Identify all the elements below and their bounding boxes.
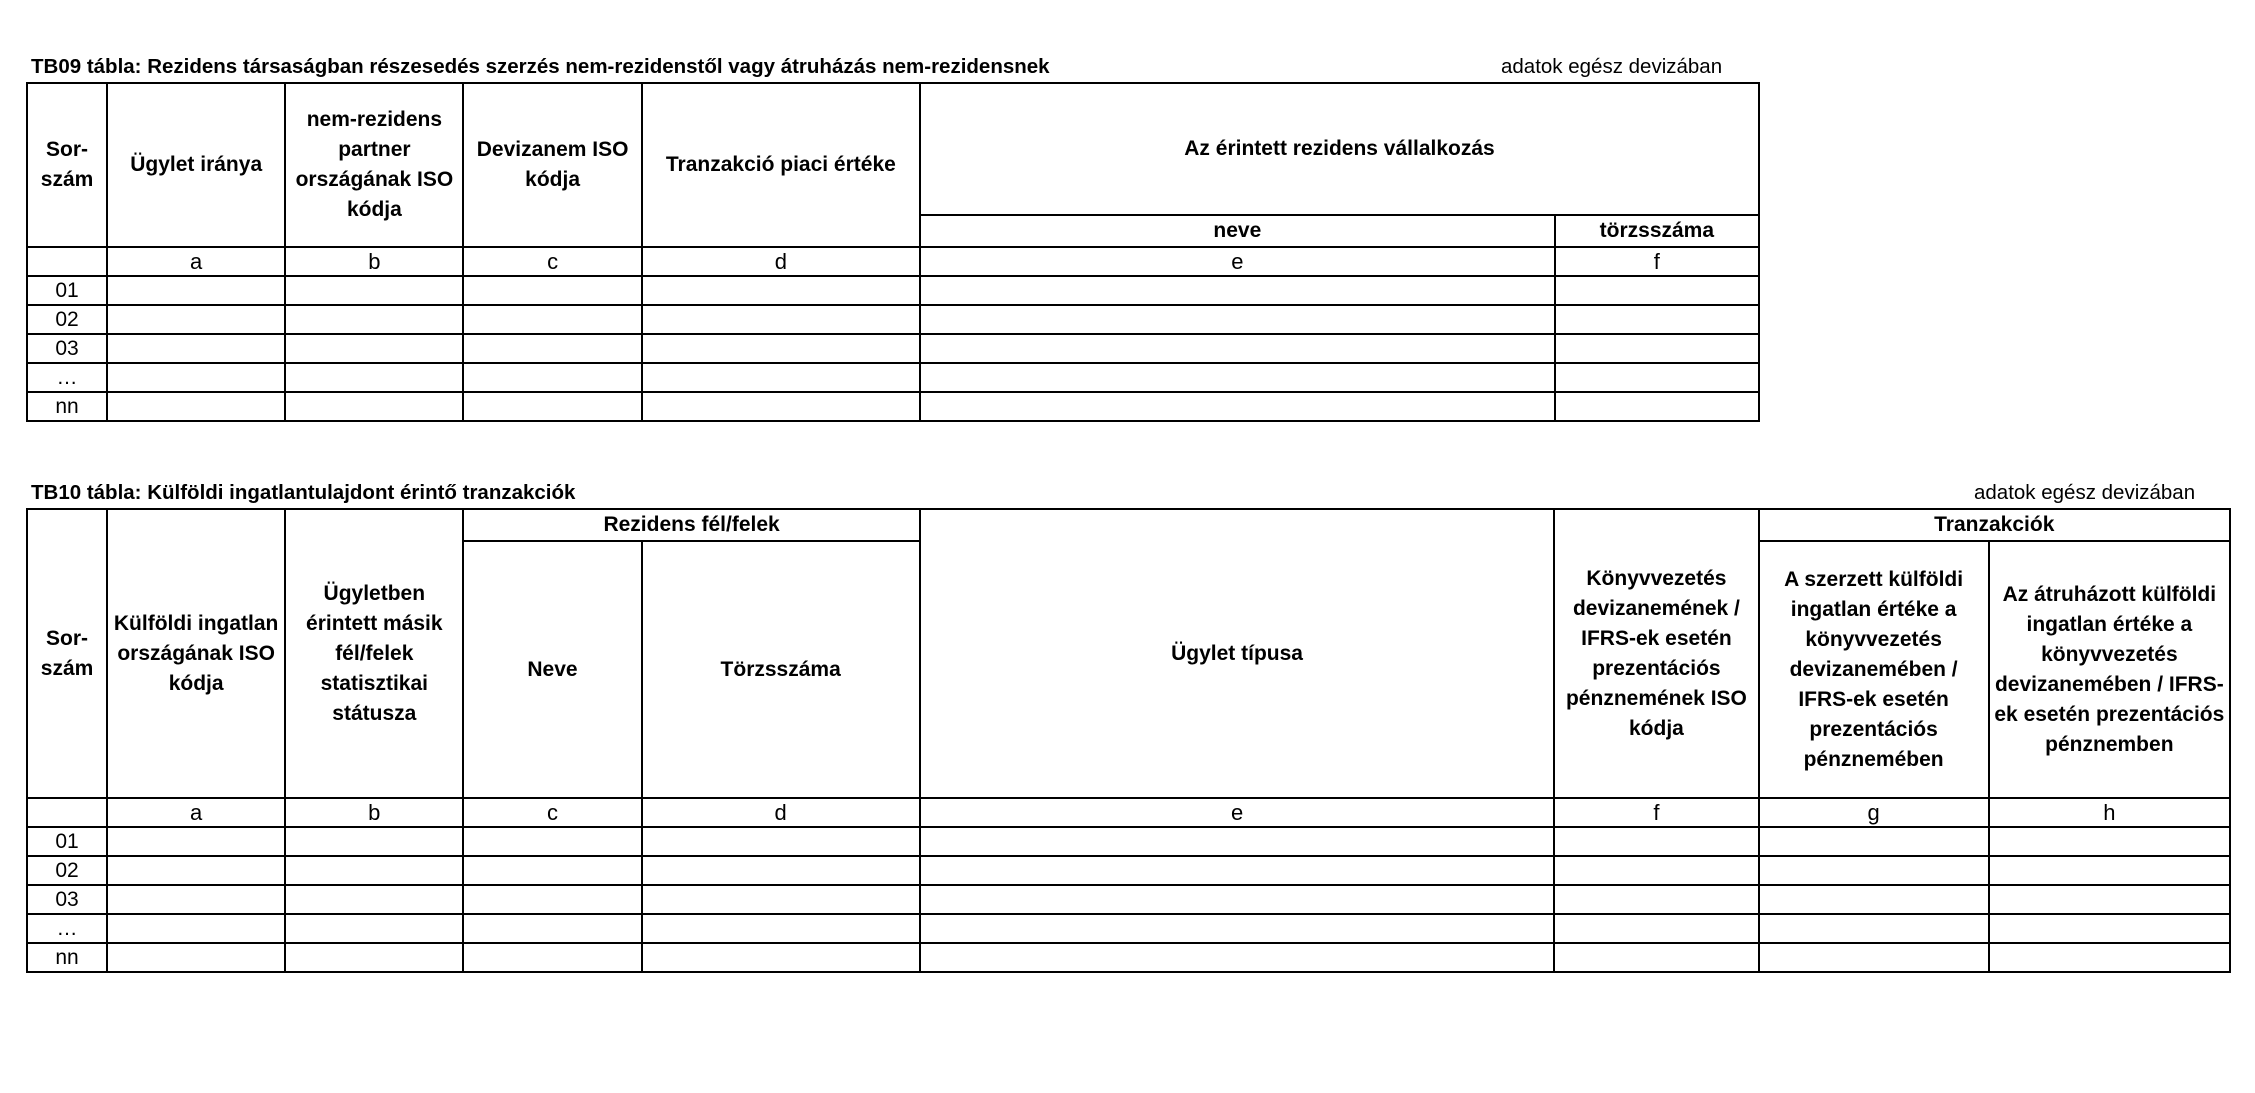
tb09-cell[interactable]: [642, 276, 920, 305]
tb10-cell[interactable]: [107, 827, 285, 856]
tb10-letter-h: h: [1989, 798, 2230, 827]
tb10-cell[interactable]: [285, 914, 463, 943]
tb10-cell[interactable]: [285, 943, 463, 972]
tb10-cell[interactable]: [1554, 827, 1758, 856]
tb09-header-tranzakcio-ertek: Tranzakció piaci értéke: [642, 83, 920, 247]
tb10-cell[interactable]: [1759, 827, 1989, 856]
tb10-header-ugylet-tipusa: Ügylet típusa: [920, 509, 1555, 798]
tb09-cell[interactable]: [107, 363, 285, 392]
tb10-cell[interactable]: [107, 885, 285, 914]
tb10-cell[interactable]: [642, 827, 920, 856]
tb10-cell[interactable]: [463, 914, 641, 943]
tb10-header-neve: Neve: [463, 541, 641, 798]
table-row: [27, 392, 1759, 421]
tb10-header-szerzett-ertek: A szerzett külföldi ingatlan értéke a könyvvezetés devizanemében / IFRS-ek esetén prezentációs pénznemében: [1759, 541, 1989, 798]
tb09-letter-a: a: [107, 247, 285, 276]
tb10-letter-c: c: [463, 798, 641, 827]
tb09-unit-note: adatok egész devizában: [1501, 55, 1723, 78]
tb10-letter-row: [27, 798, 2230, 827]
tb09-cell[interactable]: [920, 276, 1555, 305]
tb09-cell[interactable]: [463, 276, 641, 305]
tb09-cell[interactable]: [285, 363, 463, 392]
table-row: [27, 943, 2230, 972]
tb10-header-torzsszama: Törzsszáma: [642, 541, 920, 798]
tb09-cell[interactable]: [642, 363, 920, 392]
tb09-cell[interactable]: [463, 334, 641, 363]
table-row: [27, 856, 2230, 885]
tb09-cell[interactable]: [1555, 305, 1759, 334]
tb09-header-neve: neve: [920, 215, 1555, 247]
tb10-letter-d: d: [642, 798, 920, 827]
tb09-letter-d: d: [642, 247, 920, 276]
tb09-cell[interactable]: [920, 392, 1555, 421]
tb10-cell[interactable]: [642, 914, 920, 943]
tb09-header-ugylet-iranya: Ügylet iránya: [107, 83, 285, 247]
tb10-row-number: …: [27, 914, 107, 943]
tb10-header-konyvvezetes-iso: Könyvvezetés devizanemének / IFRS-ek esetén prezentációs pénznemének ISO kódja: [1554, 509, 1758, 798]
tb09-letter-f: f: [1555, 247, 1759, 276]
tb10-cell[interactable]: [920, 885, 1555, 914]
tb09-cell[interactable]: [463, 363, 641, 392]
tb10-cell[interactable]: [1554, 856, 1758, 885]
tb10-cell[interactable]: [1554, 914, 1758, 943]
tb09-letter-e: e: [920, 247, 1555, 276]
tb09-row-number: 02: [27, 305, 107, 334]
tb09-cell[interactable]: [107, 305, 285, 334]
tb09-letter-c: c: [463, 247, 641, 276]
tb10-letter-a: a: [107, 798, 285, 827]
tb09-cell[interactable]: [920, 334, 1555, 363]
tb09-letter-row: [27, 247, 1759, 276]
table-row: [27, 276, 1759, 305]
tb10-cell[interactable]: [642, 885, 920, 914]
tb09-cell[interactable]: [285, 276, 463, 305]
tb10-letter-blank: [27, 798, 107, 827]
tb09-cell[interactable]: [920, 305, 1555, 334]
tb10-cell[interactable]: [1759, 885, 1989, 914]
tb09-header-devizanem-iso: Devizanem ISO kódja: [463, 83, 641, 247]
tb09-cell[interactable]: [1555, 363, 1759, 392]
tb10-cell[interactable]: [1554, 943, 1758, 972]
tb10-unit-note: adatok egész devizában: [1974, 481, 2196, 504]
tb10-cell[interactable]: [1554, 885, 1758, 914]
tb10-row-number: 03: [27, 885, 107, 914]
tb10-header-atruhazott-ertek: Az átruházott külföldi ingatlan értéke a könyvvezetés devizanemében / IFRS-ek esetén prezentációs pénznemben: [1989, 541, 2230, 798]
tb10-cell[interactable]: [1759, 943, 1989, 972]
tb09-letter-blank: [27, 247, 107, 276]
tb09-cell[interactable]: [285, 334, 463, 363]
tb10-title: TB10 tábla: Külföldi ingatlantulajdont érintő tranzakciók: [31, 481, 576, 504]
table-row: [27, 305, 1759, 334]
tb10-cell[interactable]: [463, 943, 641, 972]
tb10-row-number: nn: [27, 943, 107, 972]
table-row: [27, 363, 1759, 392]
tb09-cell[interactable]: [107, 392, 285, 421]
table-row: [27, 827, 2230, 856]
tb09-cell[interactable]: [285, 392, 463, 421]
tb09-header-partner-iso: nem-rezidens partner országának ISO kódja: [285, 83, 463, 247]
tb10-letter-g: g: [1759, 798, 1989, 827]
tb09-cell[interactable]: [285, 305, 463, 334]
tb09-cell[interactable]: [463, 392, 641, 421]
tb10-cell[interactable]: [1989, 943, 2230, 972]
tb10-cell[interactable]: [463, 827, 641, 856]
tb09-cell[interactable]: [642, 392, 920, 421]
tb09-cell[interactable]: [1555, 276, 1759, 305]
table-row: [27, 885, 2230, 914]
tb10-cell[interactable]: [1989, 885, 2230, 914]
tb09-cell[interactable]: [463, 305, 641, 334]
tb10-cell[interactable]: [1989, 827, 2230, 856]
tb10-header-tranzakciok: Tranzakciók: [1759, 509, 2230, 541]
tb10-cell[interactable]: [1989, 856, 2230, 885]
tb10-header-rezidens-felek: Rezidens fél/felek: [463, 509, 919, 541]
tb09-cell[interactable]: [642, 305, 920, 334]
tb10-table: [26, 508, 2231, 973]
tb10-row-number: 02: [27, 856, 107, 885]
tb09-cell[interactable]: [1555, 334, 1759, 363]
tb09-cell[interactable]: [107, 276, 285, 305]
tb10-cell[interactable]: [285, 856, 463, 885]
tb10-cell[interactable]: [642, 856, 920, 885]
tb10-cell[interactable]: [1989, 914, 2230, 943]
tb10-cell[interactable]: [285, 885, 463, 914]
tb09-title: TB09 tábla: Rezidens társaságban részesedés szerzés nem-rezidenstől vagy átruházás nem-rezidensnek: [31, 55, 1050, 78]
tb10-cell[interactable]: [463, 856, 641, 885]
tb10-letter-f: f: [1554, 798, 1758, 827]
tb09-header-erintett-vallalkozas: Az érintett rezidens vállalkozás: [920, 83, 1759, 215]
tb09-row-number: nn: [27, 392, 107, 421]
tb10-cell[interactable]: [920, 943, 1555, 972]
table-row: [27, 914, 2230, 943]
tb09-cell[interactable]: [920, 363, 1555, 392]
tb09-header-sorszam: Sor-szám: [27, 83, 107, 247]
tb10-cell[interactable]: [463, 885, 641, 914]
table-row: [27, 334, 1759, 363]
tb10-cell[interactable]: [107, 914, 285, 943]
tb10-header-masik-fel-statusz: Ügyletben érintett másik fél/felek statisztikai státusza: [285, 509, 463, 798]
tb10-cell[interactable]: [920, 914, 1555, 943]
tb10-cell[interactable]: [107, 856, 285, 885]
tb10-cell[interactable]: [1759, 914, 1989, 943]
tb09-cell[interactable]: [1555, 392, 1759, 421]
tb09-row-number: …: [27, 363, 107, 392]
tb09-cell[interactable]: [107, 334, 285, 363]
tb10-header-sorszam: Sor-szám: [27, 509, 107, 798]
tb10-cell[interactable]: [107, 943, 285, 972]
tb10-cell[interactable]: [642, 943, 920, 972]
tb10-cell[interactable]: [1759, 856, 1989, 885]
tb09-row-number: 01: [27, 276, 107, 305]
tb10-cell[interactable]: [920, 856, 1555, 885]
tb10-cell[interactable]: [920, 827, 1555, 856]
tb09-header-torzsszama: törzsszáma: [1555, 215, 1759, 247]
tb10-row-number: 01: [27, 827, 107, 856]
tb10-header-ingatlan-iso: Külföldi ingatlan országának ISO kódja: [107, 509, 285, 798]
tb10-letter-e: e: [920, 798, 1555, 827]
tb09-table: [26, 82, 1760, 422]
tb10-letter-b: b: [285, 798, 463, 827]
tb10-cell[interactable]: [285, 827, 463, 856]
tb09-cell[interactable]: [642, 334, 920, 363]
tb09-letter-b: b: [285, 247, 463, 276]
tb09-row-number: 03: [27, 334, 107, 363]
